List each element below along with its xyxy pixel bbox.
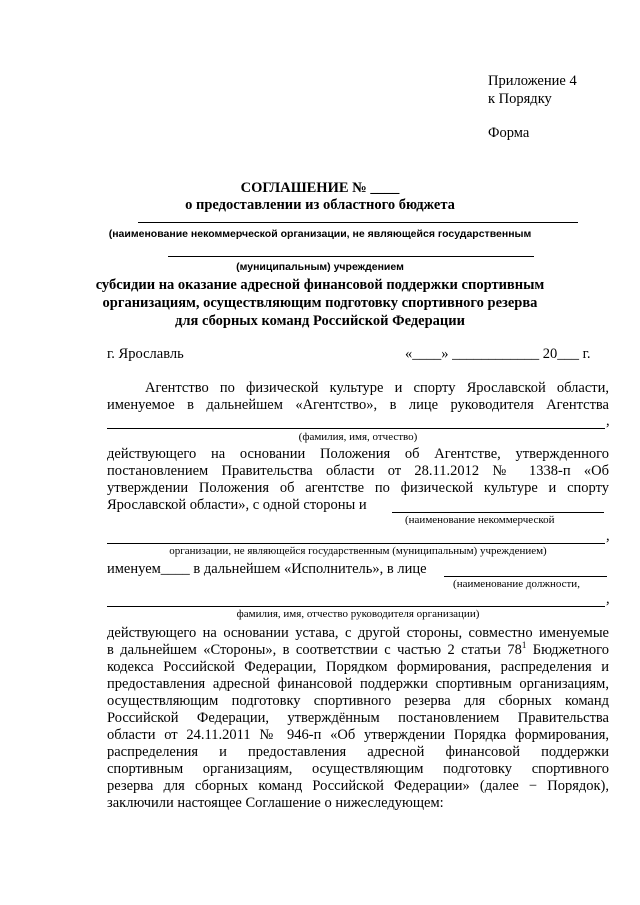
body-line: действующего на основании устава, с другой стороны, совместно именуемые	[107, 625, 609, 641]
comma: ,	[606, 413, 610, 429]
comma: ,	[606, 528, 610, 544]
body-line: спортивным организациям, осуществляющим подготовку спортивного	[107, 761, 609, 777]
body-line	[107, 642, 609, 659]
body-line: распределения и предоставления адресной финансовой поддержки	[107, 744, 609, 760]
body-line: Агентство по физической культуре и спорту Ярославской области,	[145, 380, 609, 396]
org-name-blank-line-2	[168, 256, 534, 257]
nko-name-blank-line-1	[392, 512, 604, 513]
org-name-caption-2: (муниципальным) учреждением	[236, 261, 404, 273]
head-name-blank-line	[107, 428, 605, 429]
city: г. Ярославль	[107, 346, 184, 362]
nko-caption-1: (наименование некоммерческой	[405, 514, 555, 526]
body-line: резерва для сборных команд Российской Федерации» (далее − Порядок),	[107, 778, 609, 794]
position-blank-line	[444, 576, 607, 577]
body-line: области от 24.11.2011 № 946-п «Об утверждении Порядка формирования,	[107, 727, 609, 743]
agreement-title: СОГЛАШЕНИЕ № ____	[240, 180, 400, 196]
appendix-to-order: к Порядку	[488, 91, 552, 107]
body-line: утверждении Положения об агентстве по физической культуре и спорту	[107, 480, 609, 496]
agreement-subtitle: о предоставлении из областного бюджета	[185, 197, 455, 213]
fio-caption: (фамилия, имя, отчество)	[298, 431, 418, 443]
subsidy-title	[0, 276, 640, 330]
org-name-caption-1: (наименование некоммерческой организации, не являющейся государственным	[108, 228, 532, 240]
subsidy-title-line: субсидии на оказание адресной финансовой поддержки спортивным	[95, 277, 545, 293]
head-fio-caption: фамилия, имя, отчество руководителя организации)	[236, 608, 480, 620]
subsidy-title-line: для сборных команд Российской Федерации	[175, 313, 465, 329]
form-label: Форма	[488, 125, 530, 141]
org-name-blank-line-1	[138, 222, 578, 223]
nko-caption-2: организации, не являющейся государственным (муниципальным) учреждением)	[169, 545, 547, 557]
body-line: постановлением Правительства области от 28.11.2012 № 1338-п «Об	[107, 463, 609, 479]
position-caption: (наименование должности,	[453, 578, 580, 590]
body-text: Бюджетного	[526, 642, 609, 658]
body-line: Российской Федерации, утверждённым постановлением Правительства	[107, 710, 609, 726]
body-line: осуществляющим подготовку спортивного резерва для сборных команд	[107, 693, 609, 709]
comma: ,	[606, 591, 610, 607]
body-line: именуем____ в дальнейшем «Исполнитель», в лице	[107, 561, 427, 577]
appendix-reference	[488, 72, 577, 108]
body-line: заключили настоящее Соглашение о нижеследующем:	[107, 795, 444, 811]
footnote-superscript: 1	[521, 640, 527, 651]
body-line: Ярославской области», с одной стороны и	[107, 497, 367, 513]
body-line: действующего на основании Положения об Агентстве, утвержденного	[107, 446, 609, 462]
date-field: «____» ____________ 20___ г.	[405, 346, 591, 362]
body-line: предоставления адресной финансовой поддержки спортивным организациям,	[107, 676, 609, 692]
body-line: именуемое в дальнейшем «Агентство», в лице руководителя Агентства	[107, 397, 609, 413]
head-fio-blank-line	[107, 606, 605, 607]
nko-name-blank-line-2	[107, 543, 605, 544]
appendix-number: Приложение 4	[488, 73, 577, 89]
body-text: в дальнейшем «Стороны», в соответствии с частью 2 статьи 78	[107, 642, 522, 658]
body-line: кодекса Российской Федерации, Порядком формирования, распределения и	[107, 659, 609, 675]
subsidy-title-line: организациям, осуществляющим подготовку спортивного резерва	[102, 295, 538, 311]
